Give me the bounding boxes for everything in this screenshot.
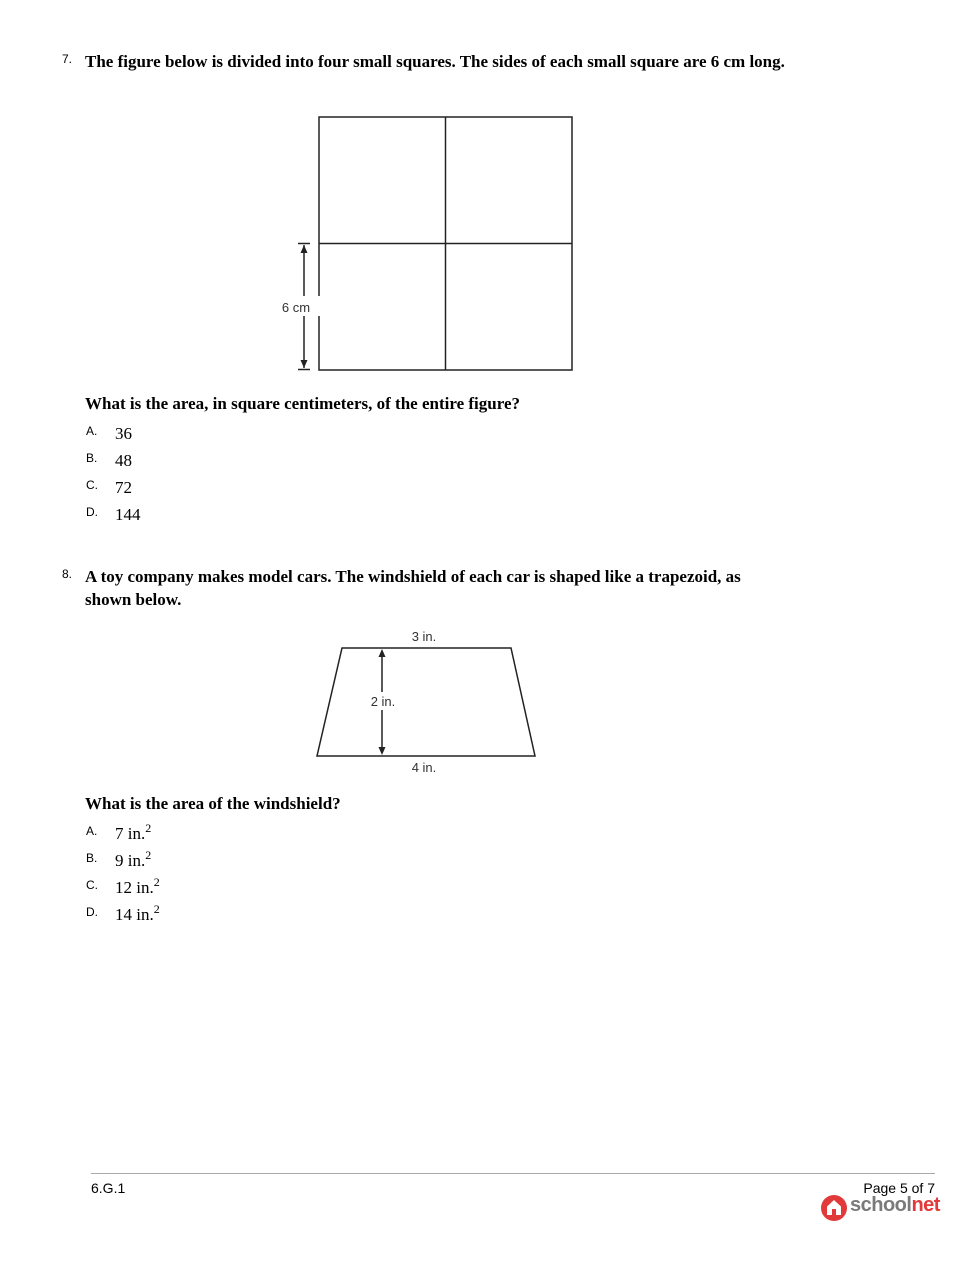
height-arrow-up [379, 649, 386, 657]
choice-letter: A. [86, 824, 98, 838]
choice-letter: B. [86, 451, 98, 465]
top-base-label: 3 in. [411, 629, 437, 644]
question-7-prompt: What is the area, in square centimeters, of the entire figure? [85, 394, 521, 413]
choice-letter: B. [86, 851, 98, 865]
four-squares-figure [270, 110, 580, 380]
standard-code: 6.G.1 [91, 1180, 126, 1196]
arrow-head-up [301, 245, 308, 253]
choice-value: 12 in.$^2$ [115, 875, 160, 897]
choice-value: 48 [115, 451, 132, 470]
question-7-number: 7. [62, 52, 73, 66]
choice-value: 7 in.$^2$ [115, 821, 152, 843]
schoolnet-logo [820, 1194, 940, 1222]
choice-letter: D. [86, 505, 98, 519]
footer-divider [91, 1173, 935, 1174]
choice-letter: C. [86, 478, 98, 492]
schoolnet-wordmark: schoolnet [850, 1194, 940, 1216]
question-7-text: The figure below is divided into four small squares. The sides of each small square are 6 cm long. [85, 52, 785, 71]
trapezoid-figure [300, 622, 550, 782]
question-8-number: 8. [62, 567, 73, 581]
choice-value: 36 [115, 424, 132, 443]
question-8-prompt: What is the area of the windshield? [85, 794, 341, 813]
choice-letter: D. [86, 905, 98, 919]
choice-value: 72 [115, 478, 132, 497]
trapezoid [317, 648, 535, 756]
page-number: Page 5 of 7 [863, 1180, 935, 1196]
height-arrow-down [379, 747, 386, 755]
choice-value: 144 [115, 505, 141, 524]
choice-letter: C. [86, 878, 98, 892]
choice-value: 9 in.$^2$ [115, 848, 152, 870]
question-8-text: A toy company makes model cars. The windshield of each car is shaped like a trapezoid, as shown below. [85, 567, 741, 609]
schoolnet-house-icon [820, 1194, 848, 1222]
side-length-label: 6 cm [281, 300, 311, 315]
choice-value: 14 in.$^2$ [115, 902, 160, 924]
choice-letter: A. [86, 424, 98, 438]
bottom-base-label: 4 in. [411, 760, 437, 775]
arrow-head-down [301, 360, 308, 368]
height-label: 2 in. [370, 694, 396, 709]
